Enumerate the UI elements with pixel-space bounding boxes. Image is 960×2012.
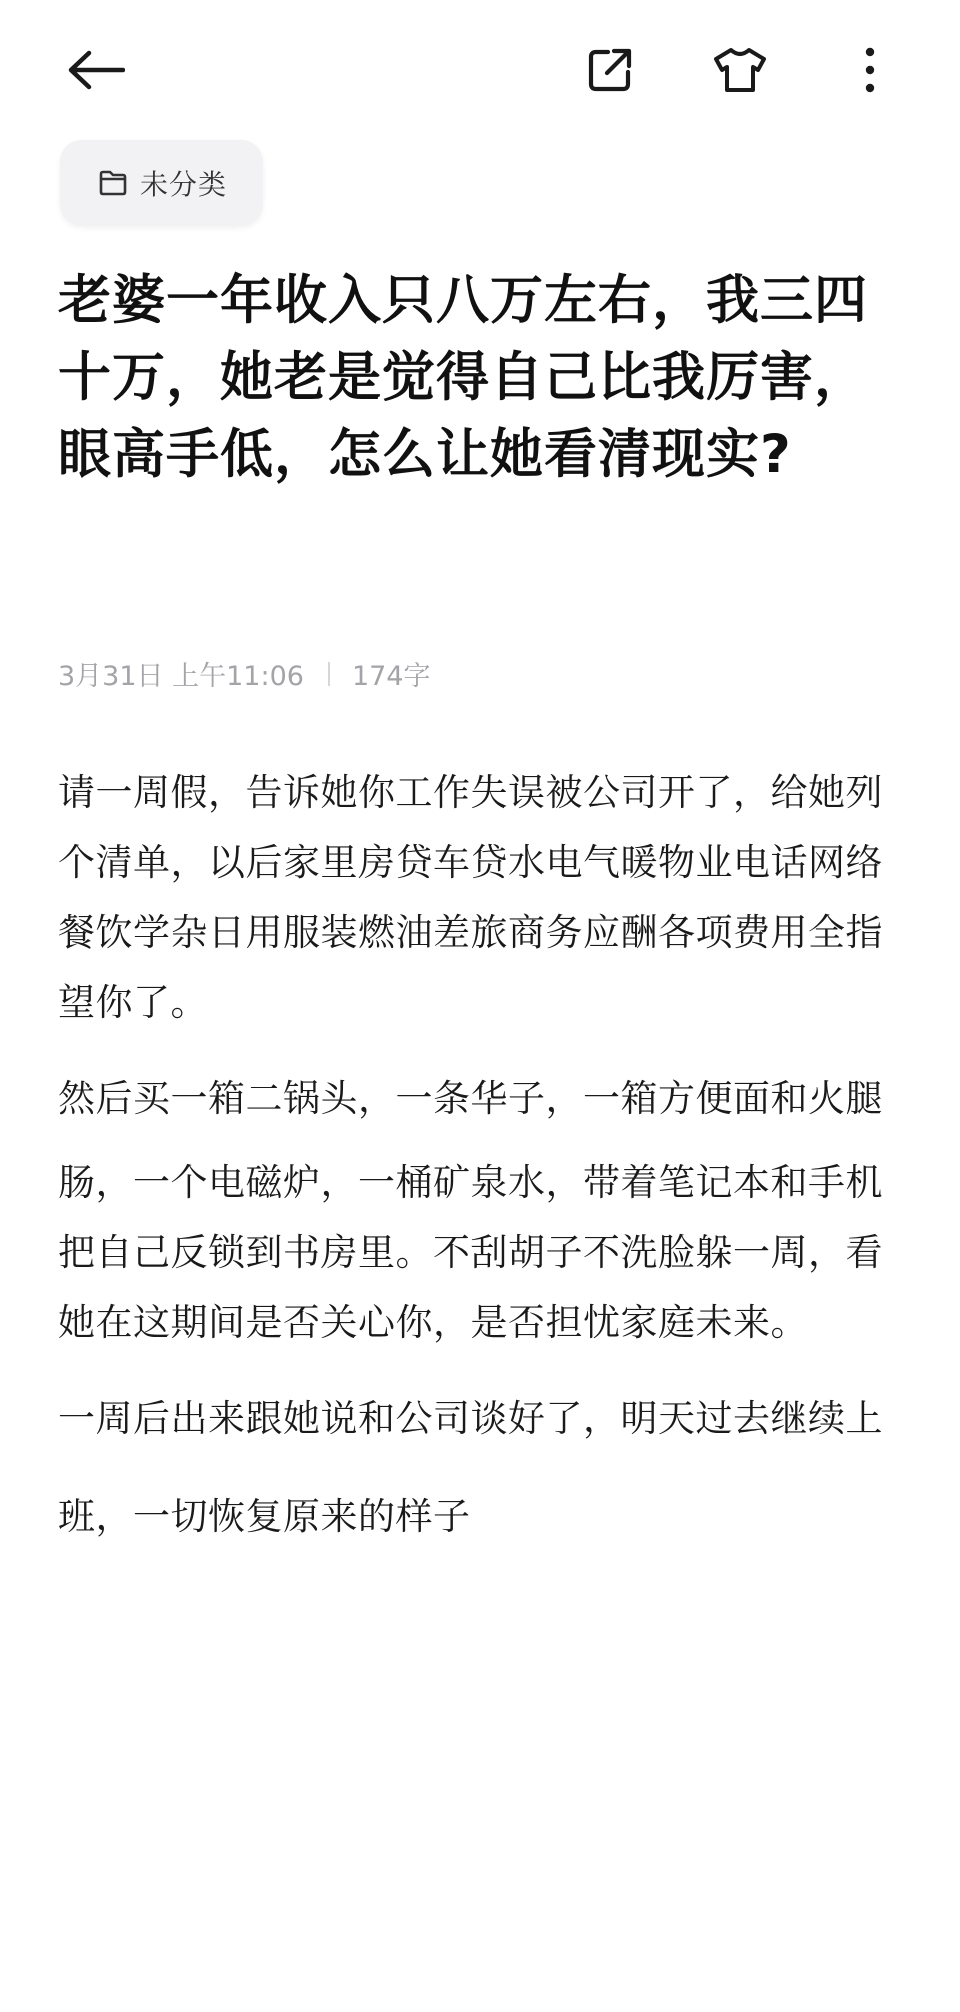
theme-button[interactable]: [708, 38, 772, 102]
arrow-left-icon: [67, 50, 125, 90]
top-toolbar: [0, 0, 960, 140]
body-paragraph: 肠，一个电磁炉，一桶矿泉水，带着笔记本和手机把自己反锁到书房里。不刮胡子不洗脸躲一周，看她在这期间是否关心你，是否担忧家庭未来。: [58, 1161, 883, 1344]
note-meta: [58, 654, 430, 693]
external-share-icon: [586, 46, 634, 94]
body-paragraph: 请一周假，告诉她你工作失误被公司开了，给她列个清单，以后家里房贷车贷水电气暖物业电话网络餐饮学杂日用服装燃油差旅商务应酬各项费用全指望你了。: [58, 771, 883, 1024]
back-button[interactable]: [64, 38, 128, 102]
share-button[interactable]: [578, 38, 642, 102]
meta-divider: [328, 662, 330, 686]
note-date: 3月31日 上午11:06: [58, 661, 304, 692]
folder-icon: [98, 167, 130, 199]
tshirt-theme-icon: [713, 46, 767, 94]
note-body[interactable]: [58, 758, 908, 1552]
category-label: 未分类: [140, 168, 228, 201]
category-chip[interactable]: [60, 140, 263, 226]
body-paragraph: 然后买一箱二锅头，一条华子，一箱方便面和火腿: [58, 1077, 883, 1120]
more-vertical-icon: [864, 46, 876, 94]
more-button[interactable]: [838, 38, 902, 102]
word-count: 174字: [351, 661, 431, 692]
note-title: 老婆一年收入只八万左右，我三四十万，她老是觉得自己比我厉害，眼高手低，怎么让她看清现实?: [58, 270, 868, 485]
body-paragraph: 班，一切恢复原来的样子: [58, 1495, 471, 1538]
body-paragraph: 一周后出来跟她说和公司谈好了，明天过去继续上: [58, 1397, 883, 1440]
